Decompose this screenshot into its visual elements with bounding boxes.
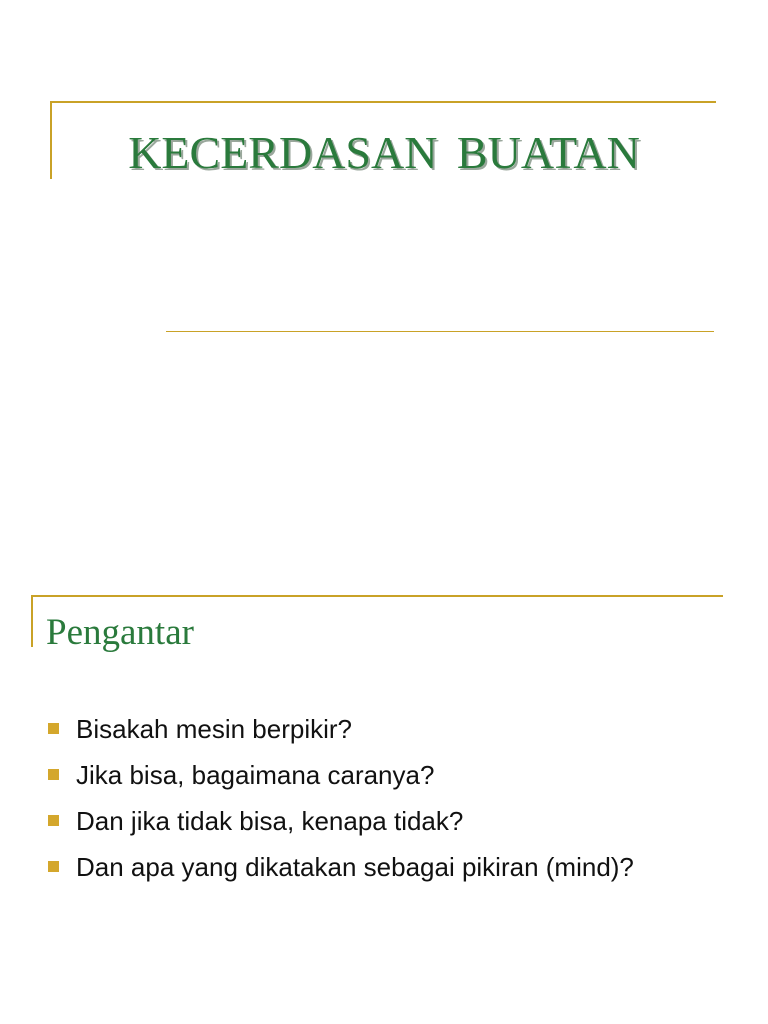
bullet-text: Jika bisa, bagaimana caranya? xyxy=(76,760,435,790)
square-bullet-icon xyxy=(48,815,59,826)
square-bullet-icon xyxy=(48,861,59,872)
title-frame-top-rule xyxy=(50,101,716,103)
slide-title: KECERDASAN BUATAN xyxy=(128,127,640,178)
bullet-text: Dan jika tidak bisa, kenapa tidak? xyxy=(76,806,464,836)
content-slide xyxy=(0,580,768,1024)
square-bullet-icon xyxy=(48,769,59,780)
bullet-item xyxy=(46,850,706,884)
heading-frame-top-rule xyxy=(31,595,723,597)
slide-heading: Pengantar xyxy=(46,612,194,653)
bullet-item xyxy=(46,712,706,746)
bullet-list xyxy=(46,712,706,884)
square-bullet-icon xyxy=(48,723,59,734)
bullet-text: Bisakah mesin berpikir? xyxy=(76,714,353,744)
bullet-item xyxy=(46,804,706,838)
bullet-text: Dan apa yang dikatakan sebagai pikiran (mind)? xyxy=(76,852,634,882)
subtitle-rule xyxy=(166,331,714,332)
bullet-item xyxy=(46,758,706,792)
heading-frame-left-rule xyxy=(31,595,33,647)
